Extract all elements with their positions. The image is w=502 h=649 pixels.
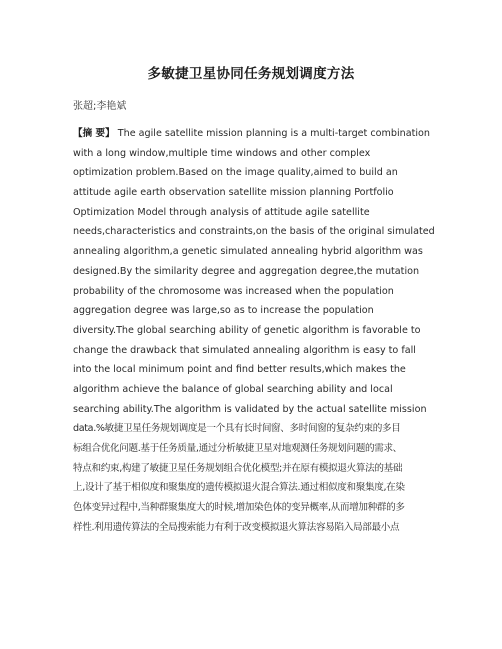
abstract-line: 上,设计了基于相似度和聚集度的遗传模拟退火混合算法.通过相似度和聚集度,在染 bbox=[73, 482, 405, 494]
abstract-line: with a long window,multiple time windows and other complex bbox=[73, 147, 371, 159]
abstract-line: needs,characteristics and constraints,on the basis of the original simulated bbox=[73, 226, 435, 238]
abstract-line: algorithm achieve the balance of global searching ability and local bbox=[73, 383, 393, 395]
abstract-line: searching ability.The algorithm is validated by the actual satellite mission bbox=[73, 403, 427, 415]
abstract-line: attitude agile earth observation satellite mission planning Portfolio bbox=[73, 187, 394, 199]
abstract-line: 特点和约束,构建了敏捷卫星任务规划组合优化模型;并在原有模拟退火算法的基础 bbox=[73, 462, 403, 474]
abstract-line: 样性.利用遗传算法的全局搜索能力有利于改变模拟退火算法容易陷入局部最小点 bbox=[73, 521, 400, 533]
abstract-line: data.%敏捷卫星任务规划调度是一个具有长时间窗、多时间窗的复杂约束的多目 bbox=[73, 423, 401, 435]
abstract-line: annealing algorithm,a genetic simulated annealing hybrid algorithm was bbox=[73, 246, 423, 258]
abstract-line: 标组合优化问题.基于任务质量,通过分析敏捷卫星对地观测任务规划问题的需求、 bbox=[73, 443, 402, 454]
abstract-line: probability of the chromosome was increased when the population bbox=[73, 285, 394, 297]
abstract-line: into the local minimum point and find better results,which makes the bbox=[73, 364, 406, 376]
authors: 张超;李艳斌 bbox=[73, 101, 127, 112]
abstract-line: aggregation degree was large,so as to increase the population bbox=[73, 305, 374, 317]
abstract-line: diversity.The global searching ability of genetic algorithm is favorable to bbox=[73, 324, 421, 336]
paper-title: 多敏捷卫星协同任务规划调度方法 bbox=[147, 66, 355, 82]
abstract-line: 色体变异过程中,当种群聚集度大的时候,增加染色体的变异概率,从而增加种群的多 bbox=[73, 502, 405, 514]
abstract-line: 【摘 要】 The agile satellite mission planning is a multi-target combination bbox=[73, 128, 430, 139]
abstract bbox=[73, 124, 433, 537]
abstract-line: Optimization Model through analysis of attitude agile satellite bbox=[73, 206, 370, 218]
abstract-line: designed.By the similarity degree and aggregation degree,the mutation bbox=[73, 265, 420, 277]
abstract-label: 【摘 要】 bbox=[73, 128, 115, 139]
abstract-line: optimization problem.Based on the image quality,aimed to build an bbox=[73, 167, 398, 179]
abstract-line: change the drawback that simulated annealing algorithm is easy to fall bbox=[73, 344, 416, 356]
